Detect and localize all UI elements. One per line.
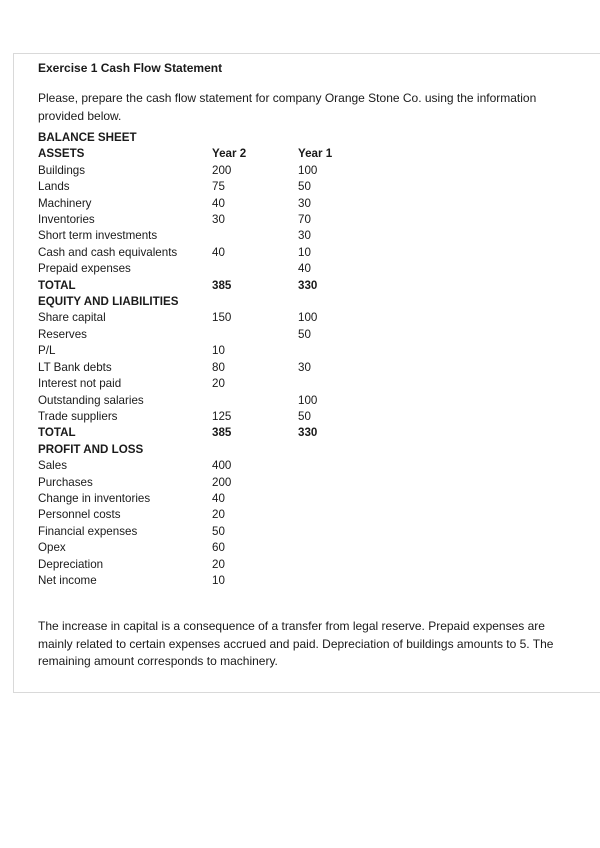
pnl-row: [38, 458, 358, 474]
row-label: Sales: [38, 459, 68, 473]
row-label: Trade suppliers: [38, 409, 118, 423]
liabilities-heading: EQUITY AND LIABILITIES: [38, 295, 179, 309]
document-body: [38, 60, 578, 589]
asset-row: [38, 245, 358, 261]
liability-row: [38, 327, 358, 343]
pnl-value: 60: [212, 541, 225, 555]
year1-value: 100: [298, 311, 318, 325]
liability-row: [38, 310, 358, 326]
year1-value: 10: [298, 245, 311, 259]
row-label: Change in inventories: [38, 491, 151, 505]
year1-value: 100: [298, 163, 318, 177]
total-label: TOTAL: [38, 426, 76, 440]
row-label: Interest not paid: [38, 377, 122, 391]
year1-value: 30: [298, 196, 311, 210]
asset-row: [38, 261, 358, 277]
pnl-row: [38, 540, 358, 556]
total-label: TOTAL: [38, 278, 76, 292]
row-label: Reserves: [38, 327, 87, 341]
year2-value: [212, 261, 298, 277]
row-label: Purchases: [38, 475, 93, 489]
pnl-value: 20: [212, 557, 225, 571]
assets-heading: ASSETS: [38, 147, 85, 161]
assets-header-row: [38, 146, 358, 162]
liability-row: [38, 376, 358, 392]
year1-value: [298, 343, 358, 359]
year1-value: 100: [298, 393, 318, 407]
asset-row: [38, 212, 358, 228]
pnl-row: [38, 573, 358, 589]
year2-value: 40: [212, 245, 225, 259]
year2-value: 75: [212, 180, 225, 194]
year2-value: 125: [212, 409, 232, 423]
total-year2: 385: [212, 278, 232, 292]
intro-paragraph: Please, prepare the cash flow statement for company Orange Stone Co. using the information provided below.: [38, 91, 537, 123]
liability-row: [38, 360, 358, 376]
pnl-value: 50: [212, 524, 225, 538]
row-label: Short term investments: [38, 229, 158, 243]
row-label: Inventories: [38, 213, 95, 227]
year1-value: 40: [298, 262, 311, 276]
total-year2: 385: [212, 426, 232, 440]
pnl-heading-row: [38, 442, 358, 458]
footer-note: The increase in capital is a consequence of a transfer from legal reserve. Prepaid expenses are mainly related to certain expenses accrued and paid. Depreciation of buildings amounts to 5. The remaining amount corresponds to machinery.: [38, 619, 554, 668]
row-label: Buildings: [38, 163, 86, 177]
pnl-row: [38, 491, 358, 507]
balance-sheet-heading-row: [38, 130, 358, 146]
year1-header: Year 1: [298, 147, 333, 161]
row-label: Net income: [38, 573, 97, 587]
year1-value: 30: [298, 360, 311, 374]
year1-value: 50: [298, 180, 311, 194]
row-label: Lands: [38, 180, 70, 194]
financial-table: [38, 130, 358, 589]
row-label: Outstanding salaries: [38, 393, 144, 407]
liability-row: [38, 393, 358, 409]
year1-value: 70: [298, 213, 311, 227]
row-label: P/L: [38, 344, 56, 358]
pnl-value: 10: [212, 573, 225, 587]
total-year1: 330: [298, 278, 318, 292]
row-label: Depreciation: [38, 557, 104, 571]
row-label: Machinery: [38, 196, 92, 210]
pnl-value: 20: [212, 508, 225, 522]
pnl-heading: PROFIT AND LOSS: [38, 442, 144, 456]
year1-value: [298, 376, 358, 392]
liability-row: [38, 409, 358, 425]
year1-value: 30: [298, 229, 311, 243]
row-label: Cash and cash equivalents: [38, 245, 178, 259]
year1-value: 50: [298, 327, 311, 341]
row-label: Opex: [38, 541, 66, 555]
liability-row: [38, 343, 358, 359]
page-title: Exercise 1 Cash Flow Statement: [38, 61, 223, 75]
pnl-row: [38, 507, 358, 523]
pnl-row: [38, 557, 358, 573]
row-label: Financial expenses: [38, 524, 138, 538]
liabilities-heading-row: [38, 294, 358, 310]
year2-value: [212, 393, 298, 409]
year2-value: 20: [212, 377, 225, 391]
row-label: Share capital: [38, 311, 106, 325]
row-label: Personnel costs: [38, 508, 121, 522]
asset-row: [38, 228, 358, 244]
year1-value: 50: [298, 409, 311, 423]
balance-sheet-heading: BALANCE SHEET: [38, 131, 137, 144]
year2-header: Year 2: [212, 147, 247, 161]
pnl-row: [38, 475, 358, 491]
liabilities-total-row: [38, 425, 358, 441]
assets-total-row: [38, 278, 358, 294]
total-year1: 330: [298, 426, 318, 440]
year2-value: 200: [212, 163, 232, 177]
row-label: Prepaid expenses: [38, 262, 131, 276]
asset-row: [38, 163, 358, 179]
year2-value: 30: [212, 213, 225, 227]
year2-value: 150: [212, 311, 232, 325]
pnl-value: 400: [212, 459, 232, 473]
year2-value: [212, 327, 298, 343]
year2-value: [212, 228, 298, 244]
year2-value: 80: [212, 360, 225, 374]
year2-value: 10: [212, 344, 225, 358]
pnl-row: [38, 524, 358, 540]
pnl-value: 40: [212, 491, 225, 505]
row-label: LT Bank debts: [38, 360, 112, 374]
asset-row: [38, 179, 358, 195]
pnl-value: 200: [212, 475, 232, 489]
year2-value: 40: [212, 196, 225, 210]
asset-row: [38, 196, 358, 212]
